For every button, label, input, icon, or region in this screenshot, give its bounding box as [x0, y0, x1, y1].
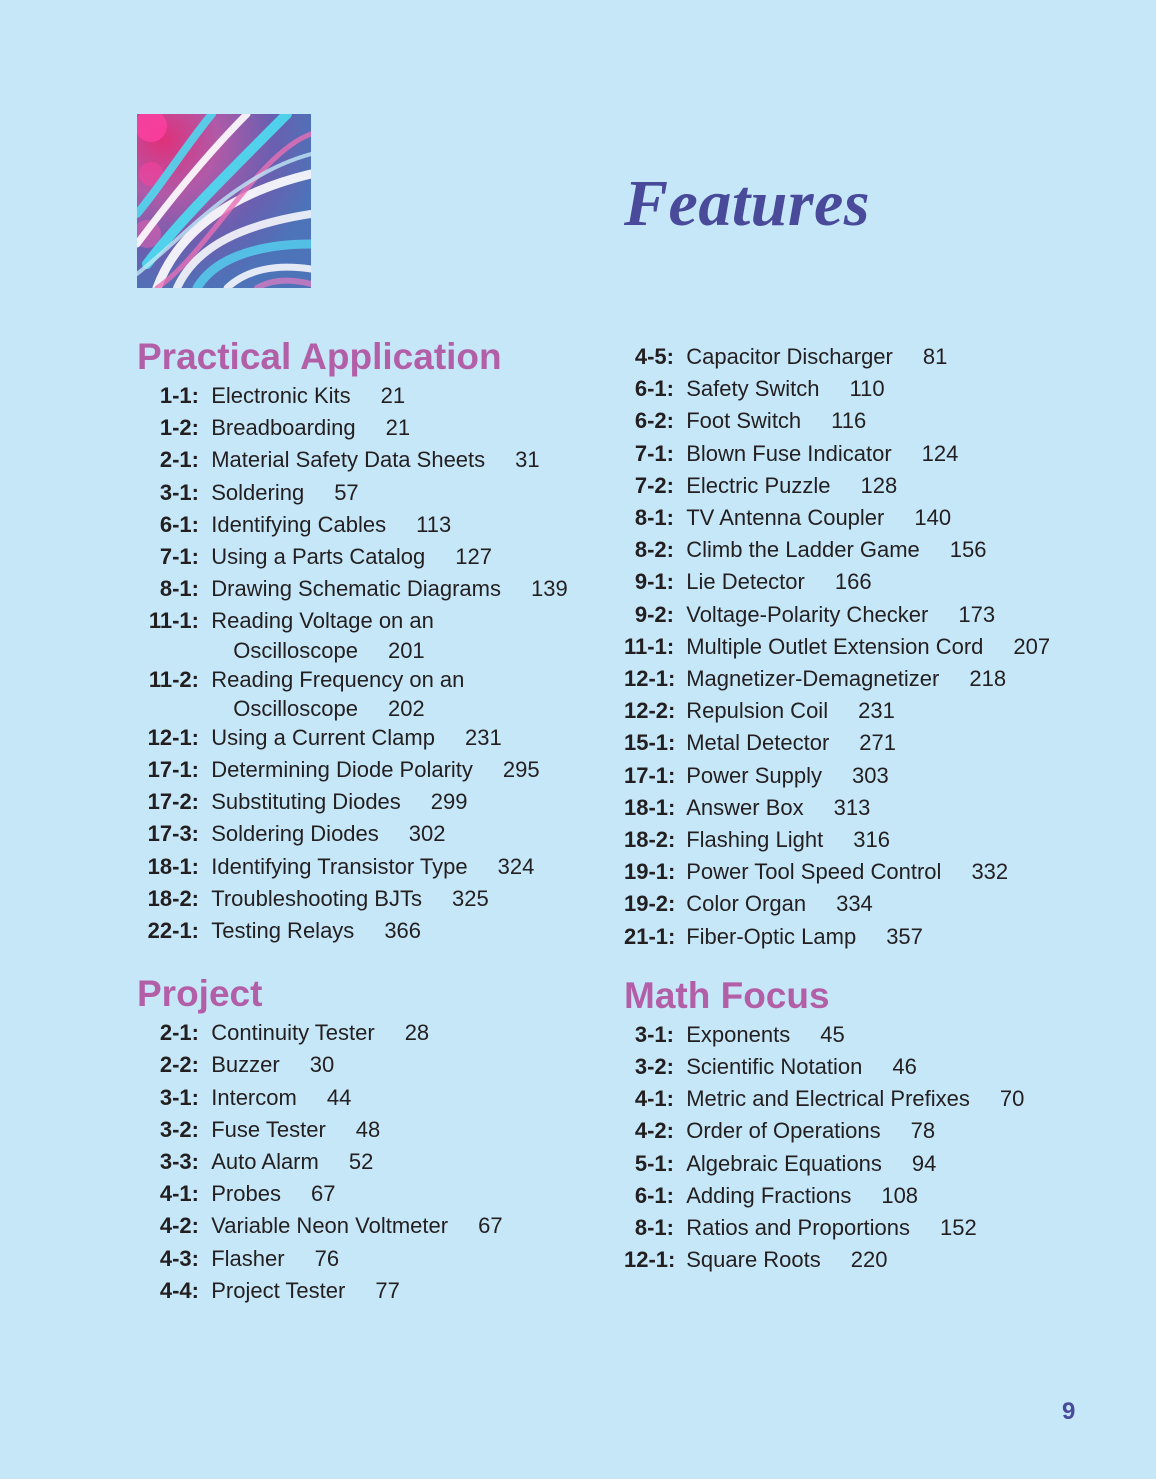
list-item[interactable] [137, 883, 597, 915]
entry-number: 18-1: [147, 853, 199, 879]
entry-number: 19-2: [624, 891, 676, 917]
entry-title: Electric Puzzle [686, 472, 831, 498]
right-column [624, 341, 1124, 1276]
entry-number: 17-3: [147, 821, 199, 847]
entry-title: Material Safety Data Sheets [211, 447, 486, 473]
entry-page: 94 [911, 1150, 937, 1176]
entry-number: 3-1: [634, 1021, 674, 1047]
entry-title: Color Organ [686, 891, 807, 917]
entry-number: 11-1: [148, 608, 199, 634]
section-heading-math-focus: Math Focus [624, 974, 830, 1016]
list-item[interactable] [624, 921, 1124, 953]
entry-page: 302 [408, 821, 446, 847]
list-item[interactable] [137, 477, 597, 509]
entry-number: 15-1: [624, 730, 676, 756]
list-item[interactable] [624, 599, 1124, 631]
entry-page: 271 [859, 730, 897, 756]
entry-number: 21-1: [624, 923, 676, 949]
entry-title: Answer Box [686, 794, 804, 820]
entry-title: Ratios and Proportions [686, 1215, 911, 1241]
decorative-art-image [137, 114, 311, 288]
entry-number: 12-1: [147, 724, 199, 750]
entry-title: Square Roots [686, 1247, 821, 1273]
list-item[interactable] [624, 1212, 1124, 1244]
list-item[interactable] [137, 605, 597, 663]
list-item[interactable] [137, 1082, 597, 1114]
entry-number: 22-1: [147, 918, 199, 944]
page-title: Features [624, 167, 871, 240]
entry-title: Fiber-Optic Lamp [686, 923, 857, 949]
list-item[interactable] [137, 915, 597, 947]
list-item[interactable] [137, 1243, 597, 1275]
entry-title: Adding Fractions [686, 1182, 852, 1208]
entry-page: 77 [375, 1277, 400, 1303]
entry-page: 303 [851, 762, 889, 788]
list-item[interactable] [624, 373, 1124, 405]
list-item[interactable] [137, 722, 597, 754]
entry-page: 316 [853, 827, 890, 853]
entry-title: Capacitor Discharger [686, 344, 893, 369]
entry-number: 4-1: [634, 1086, 674, 1112]
entry-title: Order of Operations [686, 1118, 881, 1144]
entry-title: Metal Detector [686, 730, 830, 756]
entry-number: 3-1: [159, 1084, 199, 1110]
entry-title: Continuity Tester [211, 1020, 375, 1046]
entry-number: 17-1: [147, 757, 199, 783]
entry-title: Project Tester [211, 1277, 346, 1303]
entry-page: 21 [385, 415, 411, 441]
entry-title: Climb the Ladder Game [686, 537, 920, 563]
entry-title: Drawing Schematic Diagrams [211, 576, 501, 602]
entry-title: Voltage-Polarity Checker [686, 601, 929, 627]
entry-number: 12-1: [624, 666, 676, 692]
entry-number: 19-1: [624, 859, 676, 885]
entry-page: 231 [858, 698, 895, 724]
entry-title: Multiple Outlet Extension Cord [686, 633, 984, 659]
left-column [137, 334, 597, 1307]
entry-page: 231 [464, 724, 502, 750]
list-item[interactable] [624, 824, 1124, 856]
entry-page: 81 [922, 344, 948, 369]
entry-number: 4-4: [159, 1277, 199, 1303]
list-item[interactable] [137, 1146, 597, 1178]
entry-page: 152 [940, 1215, 977, 1241]
list-item[interactable] [624, 1051, 1124, 1083]
entry-title: Identifying Transistor Type [211, 853, 468, 879]
entry-page: 46 [892, 1054, 917, 1080]
entry-title: Substituting Diodes [211, 789, 401, 815]
entry-title: Using a Parts Catalog [211, 544, 426, 570]
entry-number: 8-1: [634, 505, 674, 531]
entry-number: 4-2: [634, 1118, 674, 1144]
entry-page: 108 [881, 1182, 919, 1208]
list-item[interactable] [624, 695, 1124, 727]
entry-title: Algebraic Equations [686, 1150, 882, 1176]
entry-number: 4-3: [159, 1245, 199, 1271]
entry-page: 78 [910, 1118, 936, 1144]
entry-number: 11-2: [148, 666, 199, 692]
section-heading-practical-application: Practical Application [137, 336, 502, 377]
entry-number: 1-1: [159, 383, 199, 408]
entry-title: Variable Neon Voltmeter [211, 1213, 449, 1239]
entry-page: 110 [849, 376, 885, 402]
entry-title: Power Supply [686, 762, 822, 788]
list-item[interactable] [624, 727, 1124, 759]
entry-title: Reading Voltage on an [211, 608, 434, 634]
list-item[interactable] [624, 1180, 1124, 1212]
list-item[interactable] [624, 502, 1124, 534]
entry-page: 295 [502, 757, 540, 783]
entry-page: 332 [971, 859, 1009, 885]
list-item[interactable] [624, 438, 1124, 470]
entry-page: 52 [348, 1149, 374, 1175]
entry-page: 202 [387, 695, 425, 721]
entry-page: 44 [326, 1084, 352, 1110]
list-item[interactable] [137, 380, 597, 412]
entry-page: 156 [949, 537, 987, 563]
list-item[interactable] [624, 1148, 1124, 1180]
entry-title: Power Tool Speed Control [686, 859, 942, 885]
entry-number: 17-1: [624, 762, 676, 788]
entry-page: 48 [355, 1116, 381, 1142]
entry-number: 4-2: [159, 1213, 199, 1239]
entry-title: Soldering [211, 479, 305, 505]
list-item[interactable] [137, 1114, 597, 1146]
entry-page: 67 [478, 1213, 503, 1239]
list-item[interactable] [137, 509, 597, 541]
entry-page: 76 [314, 1245, 340, 1271]
entry-number: 2-1: [159, 447, 199, 473]
entry-number: 3-3: [159, 1149, 199, 1175]
list-item[interactable] [137, 412, 597, 444]
entry-title: Magnetizer-Demagnetizer [686, 666, 940, 692]
entry-page: 124 [921, 440, 959, 466]
entry-title: Breadboarding [211, 415, 356, 441]
list-item[interactable] [137, 444, 597, 476]
list-item[interactable] [137, 1210, 597, 1242]
entry-number: 9-2: [634, 601, 674, 627]
list-item[interactable] [137, 786, 597, 818]
entry-number: 8-2: [634, 537, 674, 563]
entry-number: 4-1: [159, 1181, 199, 1207]
list-item[interactable] [624, 1244, 1124, 1276]
entry-page: 366 [384, 918, 422, 944]
entry-title: Lie Detector [686, 569, 805, 595]
list-item[interactable] [137, 1049, 597, 1081]
entry-page: 166 [834, 569, 872, 595]
list-item[interactable] [624, 663, 1124, 695]
entry-number: 2-2: [159, 1052, 199, 1078]
entry-number: 2-1: [159, 1020, 199, 1046]
entry-number: 3-2: [634, 1054, 674, 1080]
entry-number: 18-2: [624, 827, 676, 853]
entry-number: 8-1: [159, 576, 199, 602]
list-item[interactable] [137, 754, 597, 786]
entry-number: 1-2: [159, 415, 199, 441]
entry-number: 4-5: [634, 344, 674, 369]
entry-title: Probes [211, 1181, 281, 1207]
entry-page: 140 [914, 505, 952, 531]
list-item[interactable] [137, 573, 597, 605]
entry-title: TV Antenna Coupler [686, 505, 885, 531]
entry-page: 28 [404, 1020, 430, 1046]
entry-title: Determining Diode Polarity [211, 757, 473, 783]
entry-title: Auto Alarm [211, 1149, 319, 1175]
list-item[interactable] [624, 1083, 1124, 1115]
list-item[interactable] [137, 851, 597, 883]
entry-title: Scientific Notation [686, 1054, 863, 1080]
entry-number: 7-1: [159, 544, 199, 570]
list-item[interactable] [624, 760, 1124, 792]
entry-title: Blown Fuse Indicator [686, 440, 892, 466]
entry-number: 8-1: [634, 1215, 674, 1241]
entry-page: 45 [820, 1021, 845, 1047]
entry-page: 357 [886, 923, 923, 949]
entry-page: 324 [497, 853, 535, 879]
entry-page: 67 [310, 1181, 336, 1207]
project-list [137, 1017, 597, 1307]
entry-page: 325 [451, 885, 489, 911]
project-continued-list [624, 341, 1124, 953]
entry-page: 173 [958, 601, 996, 627]
entry-number: 6-2: [634, 408, 674, 434]
entry-number: 3-2: [159, 1116, 199, 1142]
entry-number: 6-1: [634, 376, 674, 402]
entry-title: Testing Relays [211, 918, 355, 944]
entry-number: 7-2: [634, 472, 674, 498]
section-heading-project: Project [137, 973, 263, 1015]
entry-page: 128 [860, 472, 898, 498]
entry-number: 7-1: [634, 440, 674, 466]
list-item[interactable] [624, 341, 1124, 373]
list-item[interactable] [624, 888, 1124, 920]
entry-number: 9-1: [634, 569, 674, 595]
entry-number: 5-1: [634, 1150, 674, 1176]
entry-number: 3-1: [159, 479, 199, 505]
list-item[interactable] [624, 566, 1124, 598]
list-item[interactable] [624, 631, 1124, 663]
entry-title: Fuse Tester [211, 1116, 326, 1142]
list-item[interactable] [137, 818, 597, 850]
entry-title: Exponents [686, 1021, 791, 1047]
entry-page: 334 [836, 891, 873, 917]
list-item[interactable] [624, 1019, 1124, 1051]
entry-title: Intercom [211, 1084, 297, 1110]
entry-title: Identifying Cables [211, 511, 387, 537]
entry-title: Metric and Electrical Prefixes [686, 1086, 970, 1112]
list-item[interactable] [624, 792, 1124, 824]
entry-page: 127 [455, 544, 492, 570]
entry-title: Buzzer [211, 1052, 280, 1078]
entry-title: Electronic Kits [211, 383, 351, 408]
list-item[interactable] [137, 1017, 597, 1049]
list-item[interactable] [624, 470, 1124, 502]
entry-page: 113 [416, 511, 452, 537]
entry-title-continued: Oscilloscope [233, 695, 358, 721]
entry-title: Soldering Diodes [211, 821, 379, 847]
entry-title: Using a Current Clamp [211, 724, 435, 750]
entry-number: 18-1: [624, 794, 676, 820]
entry-page: 116 [831, 408, 867, 434]
list-item[interactable] [137, 664, 597, 722]
entry-page: 21 [380, 383, 406, 408]
entry-number: 11-1: [624, 633, 675, 659]
entry-number: 17-2: [147, 789, 199, 815]
entry-title: Flasher [211, 1245, 285, 1271]
entry-title: Reading Frequency on an [211, 666, 465, 692]
entry-number: 6-1: [634, 1182, 674, 1208]
entry-page: 201 [387, 637, 425, 663]
list-item[interactable] [137, 1275, 597, 1307]
entry-title: Safety Switch [686, 376, 820, 402]
entry-title: Repulsion Coil [686, 698, 829, 724]
list-item[interactable] [137, 541, 597, 573]
entry-page: 299 [430, 789, 468, 815]
entry-title-continued: Oscilloscope [233, 637, 358, 663]
entry-number: 6-1: [159, 511, 199, 537]
entry-number: 12-2: [624, 698, 676, 724]
practical-application-list [137, 380, 597, 947]
entry-page: 220 [850, 1247, 888, 1273]
list-item[interactable] [624, 405, 1124, 437]
entry-page: 218 [969, 666, 1007, 692]
entry-page: 70 [999, 1086, 1025, 1112]
entry-title: Troubleshooting BJTs [211, 885, 422, 911]
entry-title: Flashing Light [686, 827, 824, 853]
page-number: 9 [1062, 1398, 1076, 1425]
entry-number: 18-2: [147, 885, 199, 911]
math-focus-list [624, 1019, 1124, 1277]
list-item[interactable] [624, 534, 1124, 566]
list-item[interactable] [624, 1115, 1124, 1147]
entry-page: 57 [334, 479, 359, 505]
entry-number: 12-1: [624, 1247, 676, 1273]
entry-page: 139 [531, 576, 568, 602]
entry-title: Foot Switch [686, 408, 802, 434]
entry-page: 30 [309, 1052, 335, 1078]
entry-page: 207 [1013, 633, 1051, 659]
entry-page: 313 [833, 794, 871, 820]
entry-page: 31 [515, 447, 540, 473]
list-item[interactable] [137, 1178, 597, 1210]
list-item[interactable] [624, 856, 1124, 888]
